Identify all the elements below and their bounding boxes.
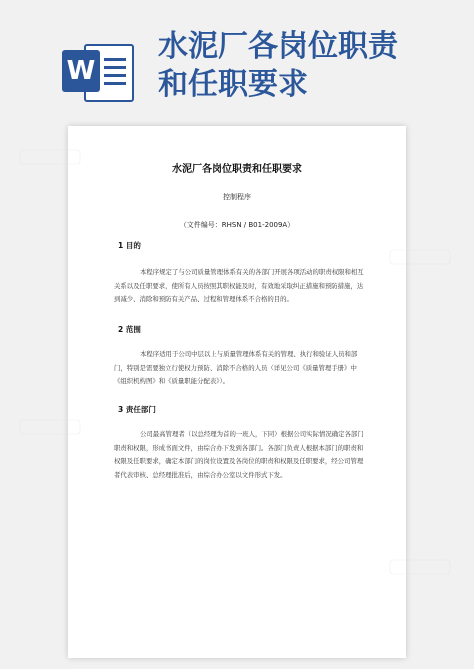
word-badge: W: [62, 50, 100, 92]
document-subtitle: 控制程序: [223, 193, 251, 201]
document-title: 水泥厂各岗位职责和任职要求: [172, 164, 302, 175]
page-title: [158, 28, 458, 104]
section-heading-responsible-dept: 3 责任部门: [118, 405, 156, 414]
document-page: [68, 126, 406, 658]
page-title-line-1: 水泥厂各岗位职责: [158, 29, 398, 64]
document-number: （文件编号：RHSN / B01-2009A）: [179, 221, 295, 229]
section-body-responsible-dept: 公司最高管理者（以总经理为首的一班人，下同）根据公司实际情况确定各部门职责和权限，形成书面文件，由综合办下发到各部门。各部门负责人根据本部门的职责和权限及任职要求，确定本部门的岗位设置及各岗位的职责和权限及任职要求，经公司管理者代表审核、总经理批准后，由综合办公室以文件形式下发。: [114, 430, 364, 479]
word-icon: [62, 38, 134, 102]
section-body-purpose: 本程序规定了与公司质量管理体系有关的各部门开展各项活动的职责权限和相互关系以及任职要求，使所有人员按照其职权能及时，有效地采取纠正措施和预防措施，达到减少、消除和预防有关产品、过程和管理体系不合格的目的。: [114, 268, 364, 303]
header: [0, 0, 474, 120]
section-body-scope: 本程序适用于公司中层以上与质量管理体系有关的管理、执行和验证人员和部门，特别是需要独立行使权力预防、消除不合格的人员（详见公司《质量管理手册》中《组织机构图》和《质量职能分配表》）。: [114, 350, 358, 385]
section-heading-purpose: 1 目的: [118, 241, 141, 250]
page-title-line-2: 和任职要求: [158, 67, 308, 102]
section-heading-scope: 2 范围: [118, 325, 141, 334]
